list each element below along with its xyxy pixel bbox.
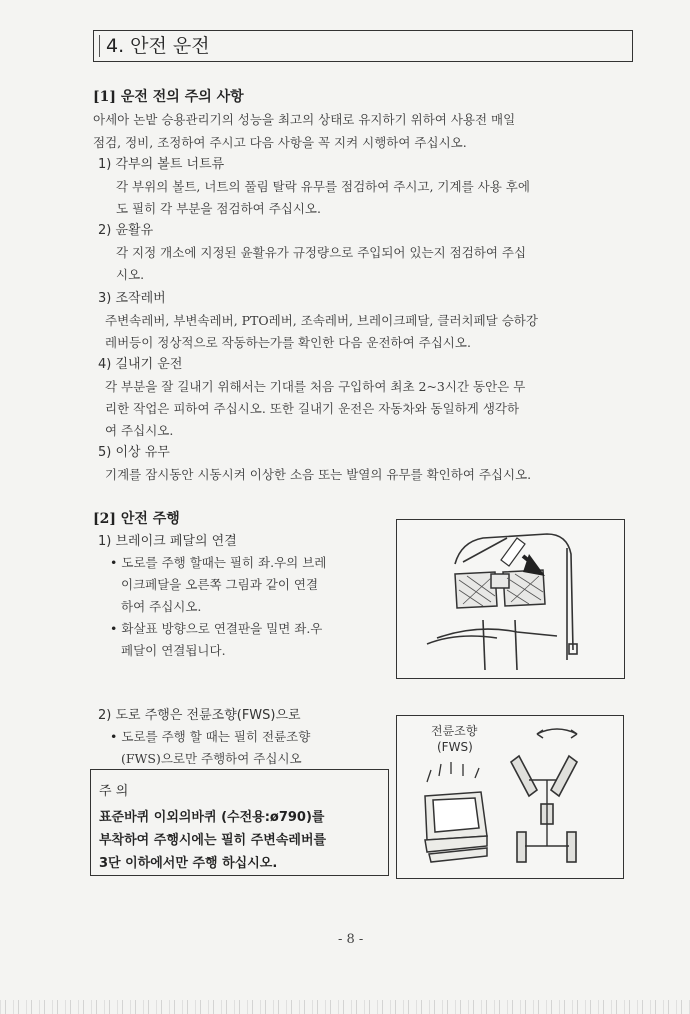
fws-steering-illustration bbox=[397, 716, 623, 878]
item-text: 각 부위의 볼트, 너트의 풀림 탈락 유무를 점검하여 주시고, 기계를 사용 후에 bbox=[116, 179, 530, 194]
item-text: 각 부분을 잘 길내기 위해서는 기대를 처음 구입하여 최초 2~3시간 동안은 무 bbox=[105, 379, 526, 394]
caution-note bbox=[90, 769, 389, 876]
bullet-text: • 도로를 주행 할때는 필히 좌.우의 브레 bbox=[110, 553, 326, 571]
item-text: 기계를 잠시동안 시동시켜 이상한 소음 또는 발열의 유무를 확인하여 주십시오. bbox=[105, 467, 532, 482]
fws-label: (FWS) bbox=[437, 740, 473, 754]
item-title: 2) 도로 주행은 전륜조향(FWS)으로 bbox=[98, 708, 301, 723]
bullet-text: • 화살표 방향으로 연결판을 밀면 좌.우 bbox=[110, 619, 322, 637]
section1-heading: [1] 운전 전의 주의 사항 bbox=[93, 89, 244, 105]
bullet-text: • 도로를 주행 할 때는 필히 전륜조향 bbox=[110, 727, 310, 745]
item-title: 2) 윤활유 bbox=[98, 223, 154, 238]
brake-pedal-illustration bbox=[397, 520, 624, 678]
item-text: 도 필히 각 부분을 점검하여 주십시오. bbox=[116, 201, 321, 216]
item-title: 1) 브레이크 페달의 연결 bbox=[98, 534, 237, 549]
brake-pedal-figure bbox=[396, 519, 625, 679]
bullet-text: 이크페달을 오른쪽 그림과 같이 연결 bbox=[121, 577, 319, 592]
bullet-text: 페달이 연결됩니다. bbox=[121, 643, 226, 658]
fws-figure bbox=[396, 715, 624, 879]
item-title: 3) 조작레버 bbox=[98, 291, 166, 306]
bullet-text: (FWS)으로만 주행하여 주십시오 bbox=[121, 751, 302, 766]
item-title: 5) 이상 유무 bbox=[98, 445, 170, 460]
item-text: 리한 작업은 피하여 주십시오. 또한 길내기 운전은 자동차와 동일하게 생각하 bbox=[105, 401, 520, 416]
item-title: 1) 각부의 볼트 너트류 bbox=[98, 157, 225, 172]
section2-heading: [2] 안전 주행 bbox=[93, 511, 180, 527]
caution-line: 부착하여 주행시에는 필히 주변속레버를 bbox=[99, 833, 327, 848]
scan-edge-noise bbox=[0, 1000, 690, 1014]
caution-line: 3단 이하에서만 주행 하십시오. bbox=[99, 856, 278, 871]
caution-line: 표준바퀴 이외의바퀴 (수전용:ø790)를 bbox=[99, 810, 325, 825]
item-text: 레버등이 정상적으로 작동하는가를 확인한 다음 운전하여 주십시오. bbox=[105, 335, 471, 350]
section-title: 4. 안전 운전 bbox=[93, 30, 633, 62]
item-text: 여 주십시오. bbox=[105, 423, 174, 438]
bullet-text: 하여 주십시오. bbox=[121, 599, 202, 614]
section1-intro-line: 점검, 정비, 조정하여 주시고 다음 사항을 꼭 지켜 시행하여 주십시오. bbox=[93, 135, 467, 150]
section1-intro-line: 아세아 논밭 승용관리기의 성능을 최고의 상태로 유지하기 위하여 사용전 매일 bbox=[93, 112, 516, 127]
item-text: 각 지정 개소에 지정된 윤활유가 규정량으로 주입되어 있는지 점검하여 주십 bbox=[116, 245, 527, 260]
caution-title: 주 의 bbox=[99, 784, 129, 799]
page-number: - 8 - bbox=[338, 932, 364, 947]
item-title: 4) 길내기 운전 bbox=[98, 357, 183, 372]
fws-label: 전륜조향 bbox=[431, 724, 478, 738]
item-text: 주변속레버, 부변속레버, PTO레버, 조속레버, 브레이크페달, 클러치페달 승하강 bbox=[105, 313, 538, 328]
item-text: 시오. bbox=[116, 267, 145, 282]
